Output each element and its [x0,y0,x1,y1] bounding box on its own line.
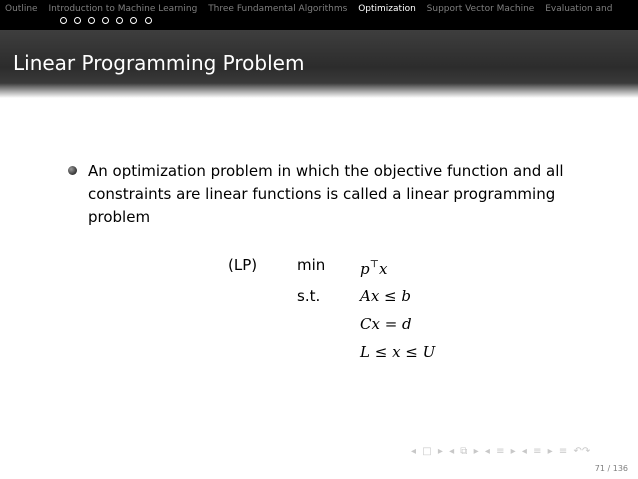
lp-subject-to: s.t. [297,287,321,305]
nav-section-optimization[interactable]: Optimization [358,4,416,14]
bullet-text: An optimization problem in which the objective function and all constraints are linear functions is called a linear programming problem [88,162,564,226]
subsection-icon[interactable]: ⧉ [460,446,468,457]
nav-section-evaluation[interactable]: Evaluation and [545,4,613,14]
undo-redo-icon[interactable]: ↶↷ [573,446,591,457]
nav-section-outline[interactable]: Outline [5,4,38,14]
nav-section-svm[interactable]: Support Vector Machine [426,4,535,14]
toc-icon[interactable]: ≡ [558,446,568,457]
slide-dot[interactable] [102,17,109,24]
frame-icon[interactable]: □ [422,446,432,457]
page-number: 71 / 136 [594,464,628,473]
prev-frame-icon[interactable]: ◂ [411,446,417,457]
lp-constraint: Cx = d [360,315,412,333]
lp-constraint: Ax ≤ b [360,287,411,305]
slide-dot[interactable] [145,17,152,24]
slide-dot[interactable] [130,17,137,24]
next-subsection-icon[interactable]: ▸ [473,446,479,457]
section-icon[interactable]: ≡ [496,446,505,457]
lp-objective: p⊤x [360,259,388,278]
bullet-icon [68,166,77,175]
section-list [0,3,615,15]
nav-section-introduction[interactable]: Introduction to Machine Learning [48,4,198,14]
slide-dot[interactable] [116,17,123,24]
prev-subsection-icon[interactable]: ◂ [449,446,455,457]
slide-dot[interactable] [74,17,81,24]
section-navigation-bar [0,0,638,30]
frame-title-bar [0,30,638,98]
lp-constraint: L ≤ x ≤ U [360,343,436,361]
subsection-dots [60,15,154,24]
next-document-icon[interactable]: ▸ [547,446,553,457]
beamer-navigation-symbols [411,446,593,457]
frame-title: Linear Programming Problem [13,51,305,75]
next-section-icon[interactable]: ▸ [510,446,516,457]
prev-document-icon[interactable]: ◂ [521,446,527,457]
lp-label: (LP) [228,256,258,274]
lp-min-keyword: min [297,256,326,274]
slide-dot[interactable] [88,17,95,24]
prev-section-icon[interactable]: ◂ [484,446,490,457]
nav-section-algorithms[interactable]: Three Fundamental Algorithms [208,4,348,14]
document-icon[interactable]: ≡ [533,446,542,457]
slide-dot[interactable] [60,17,67,24]
next-frame-icon[interactable]: ▸ [437,446,443,457]
